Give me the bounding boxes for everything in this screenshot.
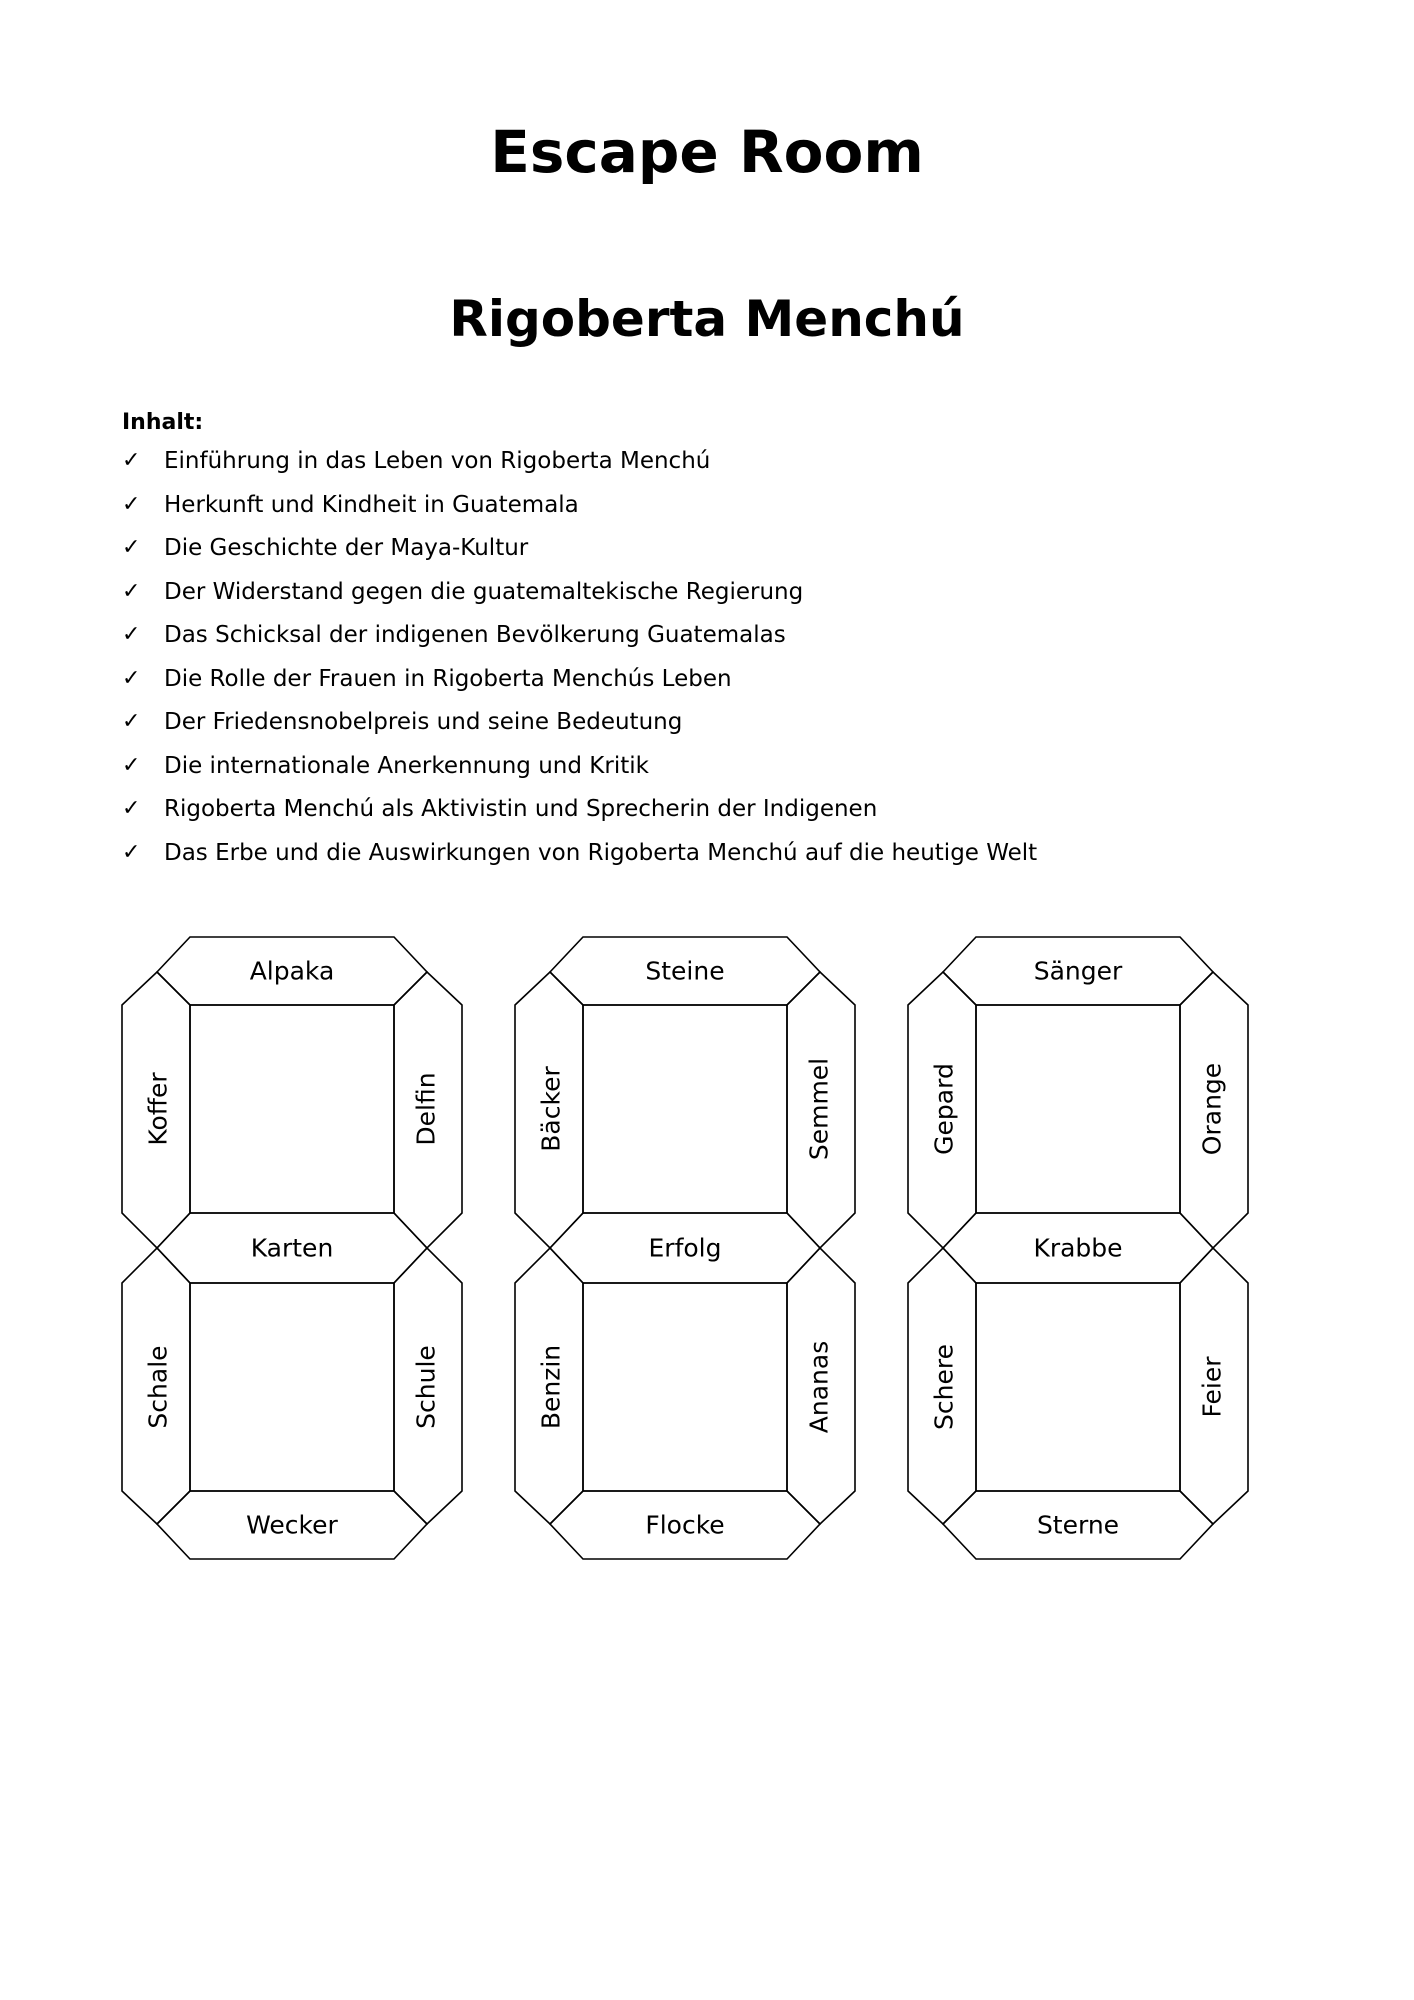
list-item-text: Das Erbe und die Auswirkungen von Rigoberta Menchú auf die heutige Welt (164, 839, 1038, 866)
segment-top (943, 937, 1213, 1005)
list-item-text: Der Friedensnobelpreis und seine Bedeutung (164, 709, 683, 735)
segment-bottom (943, 1491, 1213, 1559)
contents-label: Inhalt: (122, 410, 204, 435)
check-icon: ✓ (122, 752, 141, 778)
list-item-text: Einführung in das Leben von Rigoberta Menchú (164, 448, 711, 474)
inner-square-upper (976, 1005, 1180, 1213)
segment-bottom-left (515, 1248, 583, 1524)
segment-top-left (908, 972, 976, 1248)
segment-top-left (515, 972, 583, 1248)
segment-label-bottom: Wecker (246, 1510, 338, 1540)
segment-middle (550, 1213, 820, 1283)
list-item-text: Die Rolle der Frauen in Rigoberta Menchús Leben (164, 665, 732, 692)
check-icon: ✓ (122, 535, 141, 560)
list-item-text: Herkunft und Kindheit in Guatemala (164, 491, 579, 518)
check-icon: ✓ (122, 491, 141, 517)
segment-top (550, 937, 820, 1005)
segment-bottom-left (908, 1248, 976, 1524)
list-item-text: Die Geschichte der Maya-Kultur (164, 535, 529, 561)
list-item (122, 707, 1037, 751)
list-item-text: Rigoberta Menchú als Aktivistin und Sprecherin der Indigenen (164, 796, 878, 822)
list-item (122, 490, 1037, 534)
segment-label-top-left: Gepard (929, 1063, 959, 1155)
inner-square-lower (583, 1283, 787, 1491)
check-icon: ✓ (122, 709, 141, 734)
list-item-text: Der Widerstand gegen die guatemaltekische Regierung (164, 578, 804, 605)
segment-label-bottom-right: Schule (411, 1345, 441, 1429)
check-icon: ✓ (122, 448, 141, 473)
segment-label-bottom-left: Schale (143, 1345, 173, 1429)
list-item (122, 794, 1037, 838)
inner-square-upper (190, 1005, 394, 1213)
segment-bottom-right (787, 1248, 855, 1524)
list-item (122, 664, 1037, 708)
segment-top (157, 937, 427, 1005)
segment-top-right (787, 972, 855, 1248)
segment-label-top: Steine (645, 956, 725, 986)
inner-square-lower (976, 1283, 1180, 1491)
segment-label-middle: Erfolg (648, 1233, 722, 1263)
segment-label-top-right: Semmel (804, 1057, 834, 1161)
segment-bottom-right (1180, 1248, 1248, 1524)
page-subtitle: Rigoberta Menchú (449, 290, 965, 348)
segment-middle (157, 1213, 427, 1283)
segment-bottom-left (122, 1248, 190, 1524)
segment-label-top: Alpaka (249, 956, 335, 986)
segment-label-bottom-right: Ananas (804, 1340, 834, 1434)
check-icon: ✓ (122, 796, 141, 821)
segment-top-left (122, 972, 190, 1248)
check-icon: ✓ (122, 578, 141, 604)
list-item (122, 577, 1037, 621)
list-item (122, 751, 1037, 795)
segment-bottom (157, 1491, 427, 1559)
segment-label-middle: Karten (250, 1233, 334, 1263)
list-item-text: Das Schicksal der indigenen Bevölkerung Guatemalas (164, 622, 786, 648)
list-item (122, 533, 1037, 577)
list-item-text: Die internationale Anerkennung und Kritik (164, 752, 649, 779)
segment-top-right (1180, 972, 1248, 1248)
segment-label-bottom-left: Schere (929, 1344, 959, 1430)
segment-label-top-right: Orange (1197, 1062, 1227, 1156)
check-icon: ✓ (122, 839, 141, 865)
list-item (122, 620, 1037, 664)
segment-label-top: Sänger (1033, 956, 1123, 986)
segment-label-top-left: Koffer (143, 1072, 173, 1146)
page-title: Escape Room (490, 118, 924, 186)
segment-middle (943, 1213, 1213, 1283)
segment-label-top-left: Bäcker (536, 1066, 566, 1152)
list-item (122, 838, 1037, 882)
segment-label-bottom: Flocke (645, 1510, 725, 1540)
segment-label-bottom-right: Feier (1197, 1356, 1227, 1418)
segment-label-top-right: Delfin (411, 1072, 441, 1146)
check-icon: ✓ (122, 665, 141, 691)
segment-bottom (550, 1491, 820, 1559)
segment-label-bottom-left: Benzin (536, 1344, 566, 1430)
check-icon: ✓ (122, 622, 141, 647)
segment-top-right (394, 972, 462, 1248)
list-item (122, 446, 1037, 490)
inner-square-lower (190, 1283, 394, 1491)
segment-bottom-right (394, 1248, 462, 1524)
inner-square-upper (583, 1005, 787, 1213)
segment-label-middle: Krabbe (1033, 1233, 1123, 1263)
segment-label-bottom: Sterne (1036, 1510, 1120, 1540)
contents-list (122, 446, 1037, 881)
